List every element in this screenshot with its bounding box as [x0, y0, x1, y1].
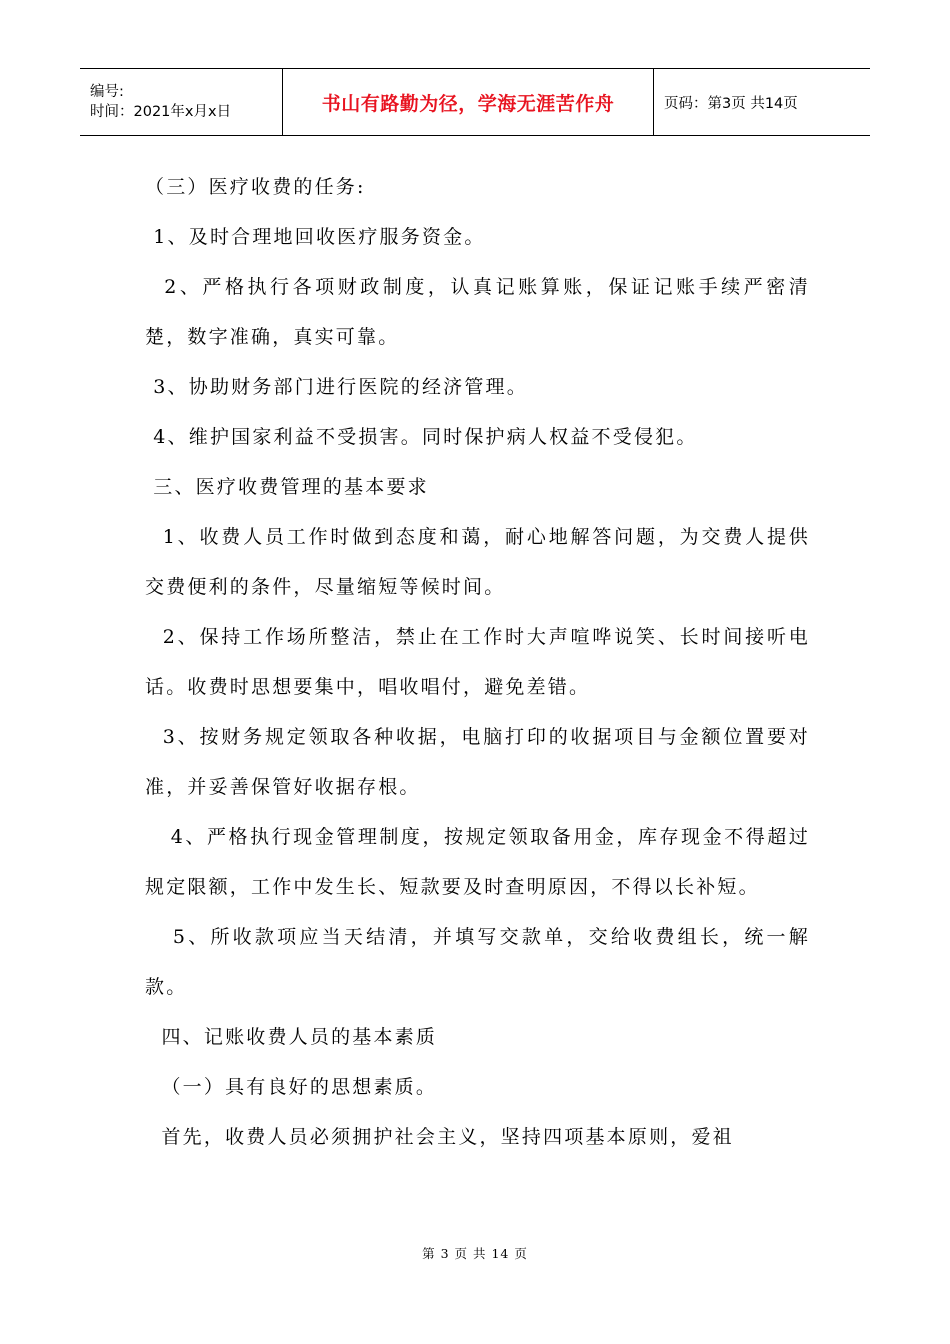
- footer-page-number: 第 3 页 共 14 页: [422, 1246, 528, 1261]
- document-body: [145, 162, 810, 1162]
- section-heading: 三、医疗收费管理的基本要求: [145, 476, 429, 498]
- serial-number-label: 编号:: [90, 84, 124, 100]
- paragraph: 1、及时合理地回收医疗服务资金。: [145, 226, 486, 248]
- header-motto-cell: [283, 69, 654, 135]
- header-meta-cell: [80, 69, 283, 135]
- date-line: 时间：2021年x月x日: [90, 104, 232, 120]
- paragraph: 2、严格执行各项财政制度，认真记账算账，保证记账手续严密清楚，数字准确，真实可靠。: [145, 276, 810, 348]
- paragraph: 首先，收费人员必须拥护社会主义，坚持四项基本原则，爱祖: [145, 1126, 734, 1148]
- paragraph: 1、收费人员工作时做到态度和蔼，耐心地解答问题，为交费人提供交费便利的条件，尽量缩短等候时间。: [145, 526, 810, 598]
- paragraph: 2、保持工作场所整洁，禁止在工作时大声喧哗说笑、长时间接听电话。收费时思想要集中，唱收唱付，避免差错。: [145, 626, 810, 698]
- paragraph: 3、协助财务部门进行医院的经济管理。: [145, 376, 528, 398]
- paragraph: 3、按财务规定领取各种收据，电脑打印的收据项目与金额位置要对准，并妥善保管好收据存根。: [145, 726, 810, 798]
- page-footer: [0, 1244, 950, 1262]
- motto-text: 书山有路勤为径，学海无涯苦作舟: [321, 92, 615, 115]
- page-info: 页码：第3页 共14页: [664, 95, 798, 112]
- subsection-heading: （一）具有良好的思想素质。: [145, 1076, 438, 1098]
- header-page-cell: [654, 69, 870, 135]
- section-heading: 四、记账收费人员的基本素质: [145, 1026, 438, 1048]
- page-header: [80, 68, 870, 136]
- paragraph: 4、严格执行现金管理制度，按规定领取备用金，库存现金不得超过规定限额，工作中发生长、短款要及时查明原因，不得以长补短。: [145, 826, 811, 898]
- paragraph: 5、所收款项应当天结清，并填写交款单，交给收费组长，统一解款。: [145, 926, 811, 998]
- paragraph: （三）医疗收费的任务:: [145, 176, 366, 198]
- paragraph: 4、维护国家利益不受损害。同时保护病人权益不受侵犯。: [145, 426, 698, 448]
